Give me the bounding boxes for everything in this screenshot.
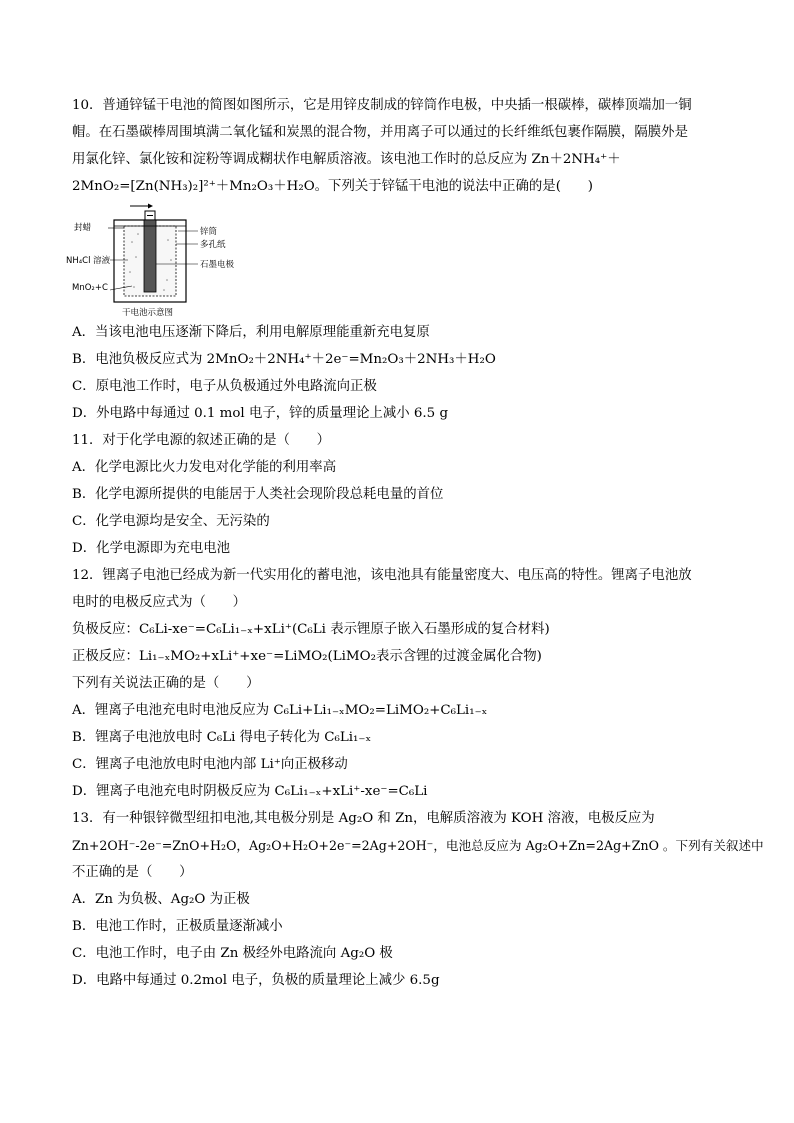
question-13 — [72, 805, 764, 994]
q11-option-a: A．化学电源比火力发电对化学能的利用率高 — [72, 460, 337, 475]
q13-option-a: A．Zn 为负极、Ag₂O 为正极 — [72, 892, 250, 907]
q10-stem-line-3: 用氯化锌、氯化铵和淀粉等调成糊状作电解质溶液。该电池工作时的总反应为 Zn＋2NH₄⁺＋ — [72, 152, 621, 167]
q12-option-a: A．锂离子电池充电时电池反应为 C₆Li+Li₁₋ₓMO₂=LiMO₂+C₆Li₁₋ₓ — [72, 703, 488, 718]
q12-option-c: C．锂离子电池放电时电池内部 Li⁺向正极移动 — [72, 757, 348, 772]
q10-option-c: C．原电池工作时，电子从负极通过外电路流向正极 — [72, 379, 377, 394]
q13-stem-line-1: 13．有一种银锌微型纽扣电池,其电极分别是 Ag₂O 和 Zn，电解质溶液为 KOH 溶液，电极反应为 — [72, 811, 655, 826]
q12-positive-reaction: 正极反应：Li₁₋ₓMO₂+xLi⁺+xe⁻=LiMO₂(LiMO₂表示含锂的过渡金属化合物) — [72, 649, 542, 664]
question-10 — [66, 92, 732, 427]
label-graphite-electrode: 石墨电极 — [200, 260, 235, 270]
q13-option-d: D．电路中每通过 0.2mol 电子，负极的质量理论上减少 6.5g — [72, 973, 440, 988]
q11-stem: 11．对于化学电源的叙述正确的是（ ） — [72, 433, 331, 448]
q10-stem-line-4: 2MnO₂=[Zn(NH₃)₂]²⁺＋Mn₂O₃＋H₂O。下列关于锌锰干电池的说法中正确的是( ) — [72, 179, 593, 194]
figure-caption: 干电池示意图 — [122, 308, 174, 318]
question-12 — [72, 562, 732, 805]
q10-option-d: D．外电路中每通过 0.1 mol 电子，锌的质量理论上减小 6.5 g — [72, 406, 449, 421]
q12-ask: 下列有关说法正确的是（ ） — [72, 676, 260, 691]
label-mno2-c: MnO₂+C — [72, 283, 108, 293]
label-porous-paper: 多孔纸 — [200, 240, 226, 250]
q12-option-d: D．锂离子电池充电时阴极反应为 C₆Li₁₋ₓ+xLi⁺-xe⁻=C₆Li — [72, 784, 428, 799]
question-11 — [72, 427, 732, 562]
q10-stem-line-2: 帽。在石墨碳棒周围填满二氧化锰和炭黑的混合物，并用离子可以通过的长纤维纸包裹作隔膜，隔膜外是 — [72, 125, 688, 140]
q13-stem-line-3: 不正确的是（ ） — [72, 865, 193, 880]
q11-option-d: D．化学电源即为充电电池 — [72, 541, 231, 556]
q13-option-b: B．电池工作时，正极质量逐渐减小 — [72, 919, 283, 934]
q11-option-b: B．化学电源所提供的电能居于人类社会现阶段总耗电量的首位 — [72, 487, 444, 502]
exam-page — [66, 92, 764, 994]
q12-negative-reaction: 负极反应：C₆Li-xe⁻=C₆Li₁₋ₓ+xLi⁺(C₆Li 表示锂原子嵌入石墨形成的复合材料) — [72, 622, 550, 637]
q10-option-b: B．电池负极反应式为 2MnO₂＋2NH₄⁺＋2e⁻=Mn₂O₃＋2NH₃＋H₂O — [72, 352, 496, 367]
label-nh4cl-solution: NH₄Cl 溶液 — [66, 256, 111, 266]
label-seal: 封蜡 — [74, 223, 92, 233]
q13-stem-line-2: Zn+2OH⁻-2e⁻=ZnO+H₂O，Ag₂O+H₂O+2e⁻=2Ag+2OH⁻，电池总反应为 Ag₂O+Zn=2Ag+ZnO 。下列有关叙述中 — [72, 838, 764, 853]
label-zinc-can: 锌筒 — [200, 227, 218, 237]
q12-stem-line-2: 电时的电极反应式为（ ） — [72, 595, 247, 610]
q11-option-c: C．化学电源均是安全、无污染的 — [72, 514, 270, 529]
dry-cell-diagram — [66, 202, 272, 318]
q13-option-c: C．电池工作时，电子由 Zn 极经外电路流向 Ag₂O 极 — [72, 946, 393, 961]
q10-stem-line-1: 10．普通锌锰干电池的简图如图所示，它是用锌皮制成的锌筒作电极，中央插一根碳棒，碳棒顶端加一铜 — [72, 98, 692, 113]
q12-stem-line-1: 12．锂离子电池已经成为新一代实用化的蓄电池，该电池具有能量密度大、电压高的特性。锂离子电池放 — [72, 568, 692, 583]
q10-option-a: A．当该电池电压逐渐下降后，利用电解原理能重新充电复原 — [72, 325, 430, 340]
q12-option-b: B．锂离子电池放电时 C₆Li 得电子转化为 C₆Li₁₋ₓ — [72, 730, 372, 745]
